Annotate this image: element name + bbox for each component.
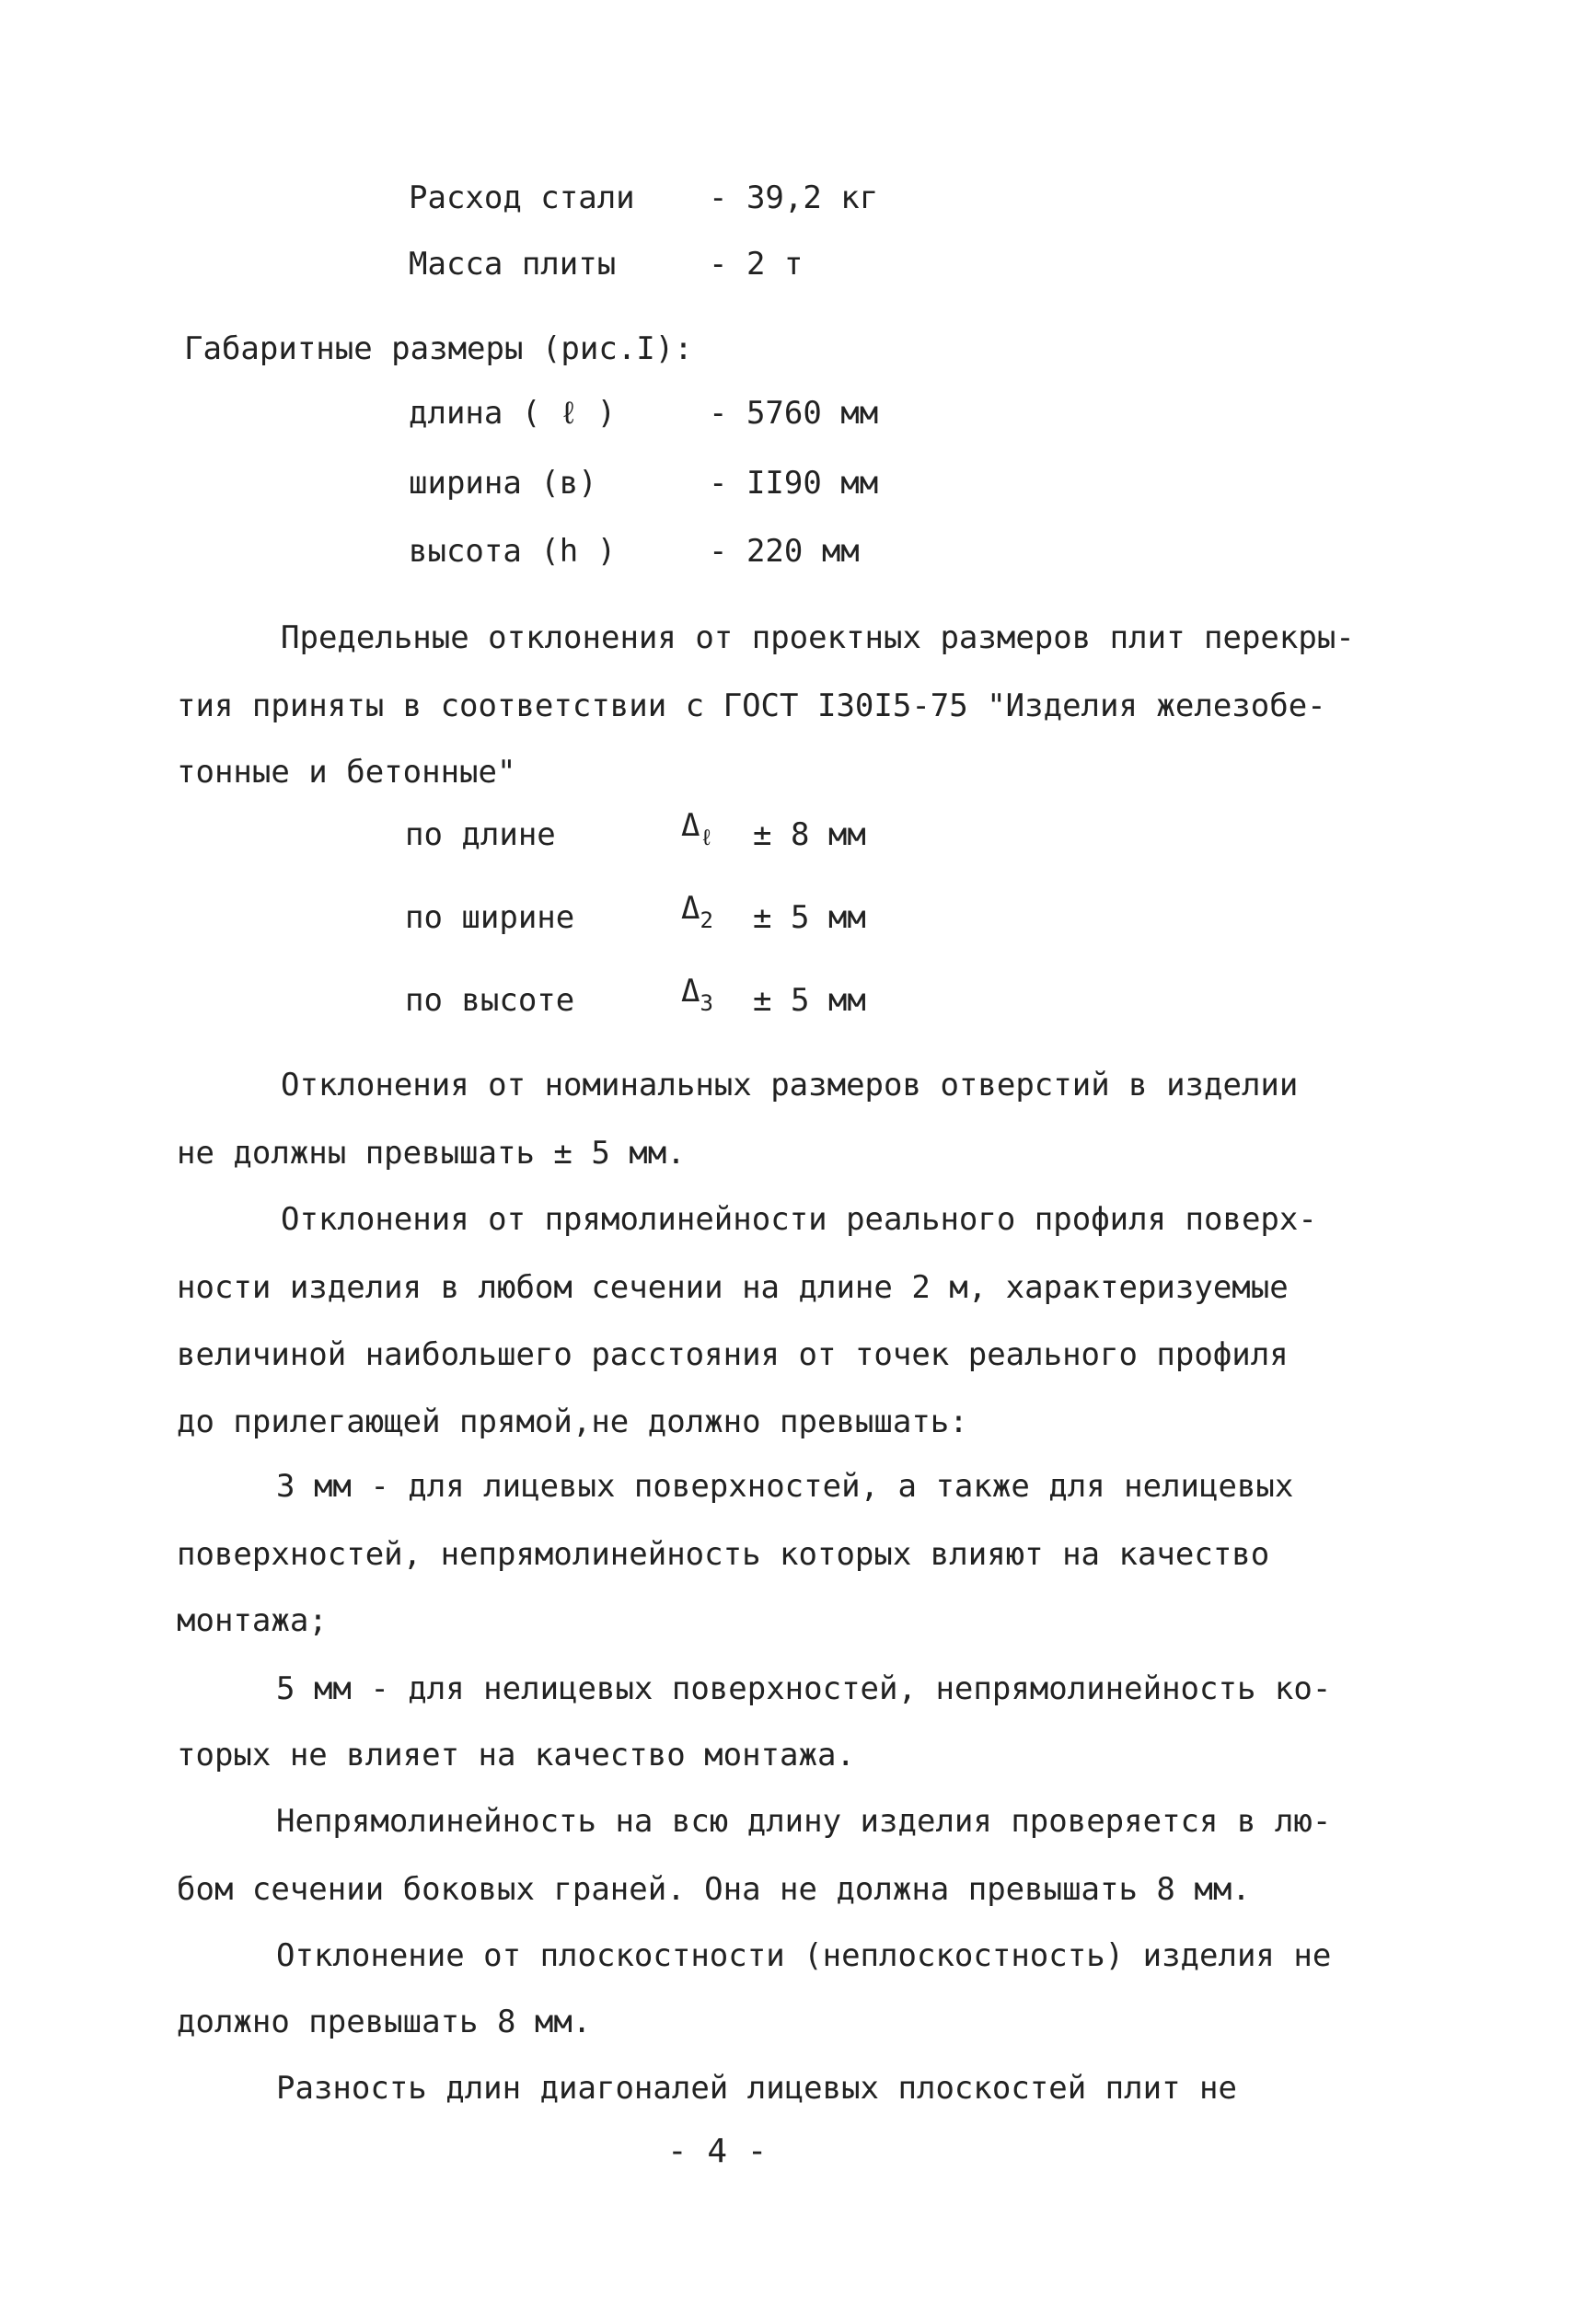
paragraph-line: монтажа;: [177, 1602, 328, 1639]
dimensions-heading: Габаритные размеры (рис.I):: [184, 330, 693, 367]
paragraph-line: ности изделия в любом сечении на длине 2 м, характеризуемые: [177, 1269, 1289, 1306]
dimension-label-width: ширина (в): [409, 465, 597, 502]
paragraph-line: 3 мм - для лицевых поверхностей, а также для нелицевых: [276, 1468, 1294, 1505]
dimension-label-height: высота (h ): [409, 533, 617, 570]
spec-label-mass: Масса плиты: [409, 246, 617, 283]
deviations-intro-line: тия приняты в соответствии с ГОСТ I30I5-75 "Изделия железобе-: [177, 687, 1326, 724]
paragraph-line: Отклонение от плоскостности (неплоскостность) изделия не: [276, 1937, 1332, 1974]
dimension-value-length: - 5760 мм: [709, 395, 879, 432]
delta-symbol: $\Delta_3$: [681, 973, 713, 1016]
paragraph-line: до прилегающей прямой,не должно превышать:: [177, 1404, 968, 1440]
page-number: - 4 -: [667, 2132, 768, 2170]
deviations-intro-line: Предельные отклонения от проектных размеров плит перекры-: [281, 619, 1355, 656]
paragraph-line: величиной наибольшего расстояния от точек реального профиля: [177, 1336, 1289, 1373]
paragraph-line: не должны превышать ± 5 мм.: [177, 1135, 686, 1172]
paragraph-line: Отклонения от прямолинейности реального профиля поверх-: [281, 1201, 1317, 1238]
deviations-intro-line: тонные и бетонные": [177, 754, 516, 791]
tolerance-value-length: ± 8 мм: [753, 816, 866, 853]
delta-symbol: $\Delta_\ell$: [681, 807, 713, 850]
tolerance-value-height: ± 5 мм: [753, 982, 866, 1019]
paragraph-line: торых не влияет на качество монтажа.: [177, 1737, 855, 1773]
dimension-value-height: - 220 мм: [709, 533, 860, 570]
paragraph-line: Непрямолинейность на всю длину изделия проверяется в лю-: [276, 1803, 1332, 1840]
paragraph-line: Отклонения от номинальных размеров отверстий в изделии: [281, 1067, 1299, 1103]
spec-value-steel: - 39,2 кг: [709, 179, 879, 216]
paragraph-line: 5 мм - для нелицевых поверхностей, непрямолинейность ко-: [276, 1670, 1332, 1707]
spec-label-steel: Расход стали: [409, 179, 635, 216]
dimension-value-width: - II90 мм: [709, 465, 879, 502]
tolerance-label-width: по ширине: [405, 899, 575, 936]
tolerance-label-length: по длине: [405, 816, 556, 853]
tolerance-label-height: по высоте: [405, 982, 575, 1019]
paragraph-line: должно превышать 8 мм.: [177, 2004, 592, 2040]
spec-value-mass: - 2 т: [709, 246, 804, 283]
delta-symbol: $\Delta_2$: [681, 890, 713, 933]
paragraph-line: поверхностей, непрямолинейность которых влияют на качество: [177, 1536, 1270, 1573]
dimension-label-length: длина ( ℓ ): [409, 395, 617, 432]
tolerance-value-width: ± 5 мм: [753, 899, 866, 936]
paragraph-line: бом сечении боковых граней. Она не должна превышать 8 мм.: [177, 1871, 1251, 1908]
paragraph-line: Разность длин диагоналей лицевых плоскостей плит не: [276, 2070, 1237, 2107]
